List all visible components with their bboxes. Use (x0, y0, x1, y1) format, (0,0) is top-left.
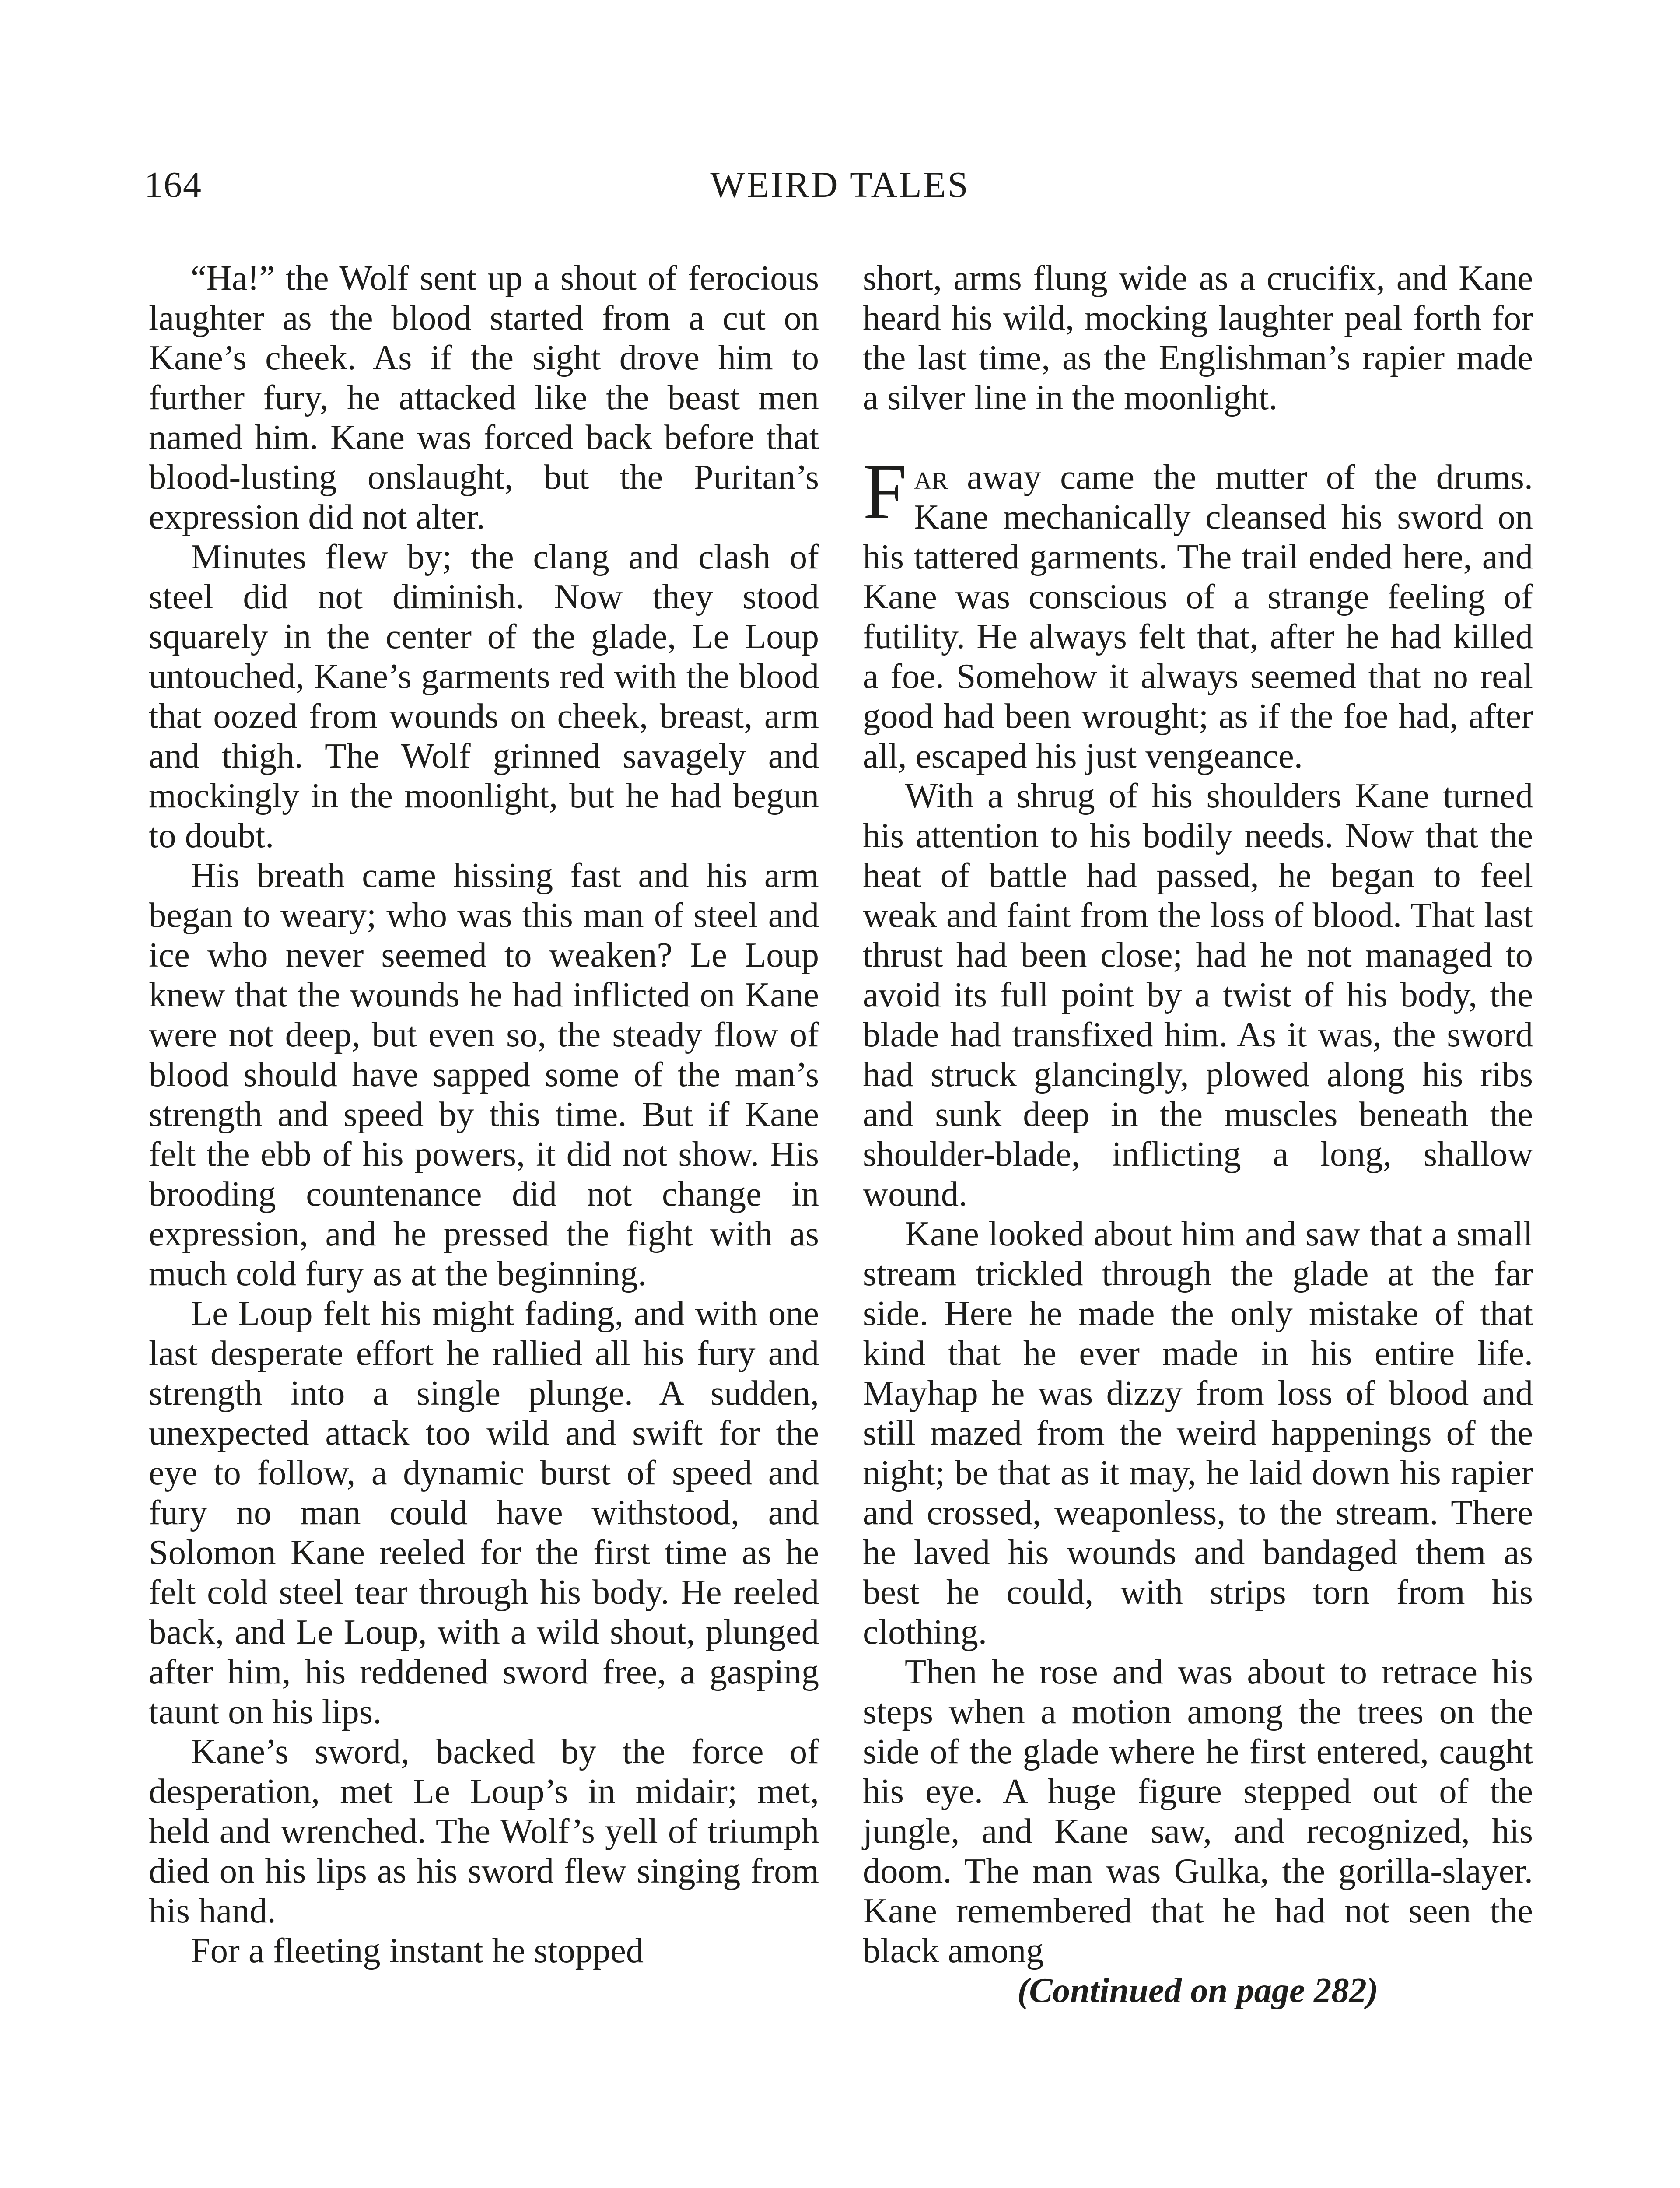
continued-note: (Continued on page 282) (1017, 1971, 1379, 2010)
story-paragraph: Kane’s sword, backed by the force of desperation, met Le Loup’s in midair; met, held and wrenched. The Wolf’s yell of triumph died on his lips as his sword flew singing from his hand. (149, 1732, 819, 1930)
right-column (863, 258, 1533, 2010)
drop-cap-text: away came the mutter of the drums. Kane mechanically cleansed his sword on his tattered garments. The trail ended here, and Kane was conscious of a strange feeling of futility. He always felt that, after he had killed a foe. Somehow it always seemed that no real good had been wrought; as if the foe had, after all, escaped his just vengeance. (863, 458, 1533, 775)
story-paragraph: His breath came hissing fast and his arm began to weary; who was this man of steel and ice who never seemed to weaken? Le Loup knew that the wounds he had inflicted on Kane were not deep, but even so, the steady flow of blood should have sapped some of the man’s strength and speed by this time. But if Kane felt the ebb of his powers, it did not show. His brooding countenance did not change in expression, and he pressed the fight with as much cold fury as at the beginning. (149, 856, 819, 1293)
story-paragraph: With a shrug of his shoulders Kane turned his attention to his bodily needs. Now that the heat of battle had passed, he began to feel weak and faint from the loss of blood. That last thrust had been close; had he not managed to avoid its full point by a twist of his body, the blade had transfixed him. As it was, the sword had struck glancingly, plowed along his ribs and sunk deep in the muscles beneath the shoulder-blade, inflicting a long, shallow wound. (863, 776, 1533, 1213)
drop-cap-smallcaps: ar (914, 458, 948, 497)
drop-cap-letter: F (863, 448, 907, 536)
continued-paragraph: short, arms flung wide as a crucifix, and Kane heard his wild, mocking laughter peal forth for the last time, as the Englishman’s rapier made a silver line in the moonlight. (863, 259, 1533, 417)
section-break (863, 417, 1533, 457)
magazine-title: WEIRD TALES (710, 165, 970, 205)
page-number: 164 (144, 165, 202, 205)
story-paragraph: Kane looked about him and saw that a small stream trickled through the glade at the far side. Here he made the only mistake of that kind that he ever made in his entire life. Mayhap he was dizzy from loss of blood and still mazed from the weird happenings of the night; be that as it may, he laid down his rapier and crossed, weaponless, to the stream. There he laved his wounds and bandaged them as best he could, with strips torn from his clothing. (863, 1214, 1533, 1652)
drop-cap-paragraph (863, 448, 1533, 776)
story-paragraph: Le Loup felt his might fading, and with one last desperate effort he rallied all his fury and strength into a single plunge. A sudden, unexpected attack too wild and swift for the eye to follow, a dynamic burst of speed and fury no man could have withstood, and Solomon Kane reeled for the first time as he felt cold steel tear through his body. He reeled back, and Le Loup, with a wild shout, plunged after him, his reddened sword free, a gasping taunt on his lips. (149, 1294, 819, 1731)
left-column (149, 258, 819, 1971)
story-paragraph: “Ha!” the Wolf sent up a shout of ferocious laughter as the blood started from a cut on Kane’s cheek. As if the sight drove him to further fury, he attacked like the beast men named him. Kane was forced back before that blood-lusting onslaught, but the Puritan’s expression did not alter. (149, 259, 819, 536)
story-paragraph: For a fleeting instant he stopped (191, 1931, 644, 1970)
story-paragraph: Minutes flew by; the clang and clash of steel did not diminish. Now they stood squarely in the center of the glade, Le Loup untouched, Kane’s garments red with the blood that oozed from wounds on cheek, breast, arm and thigh. The Wolf grinned savagely and mockingly in the moonlight, but he had begun to doubt. (149, 537, 819, 855)
story-paragraph: Then he rose and was about to retrace his steps when a motion among the trees on the side of the glade where he first entered, caught his eye. A huge figure stepped out of the jungle, and Kane saw, and recognized, his doom. The man was Gulka, the gorilla-slayer. Kane remembered that he had not seen the black among (863, 1652, 1533, 1970)
page-header (144, 161, 1536, 209)
